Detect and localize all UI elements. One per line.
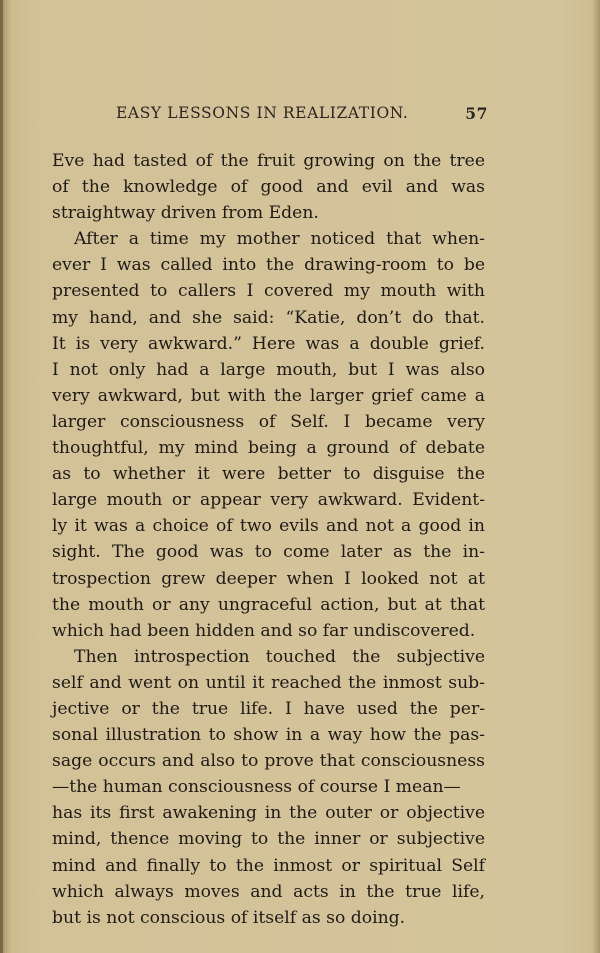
text-line: larger consciousness of Self. I became very bbox=[52, 411, 485, 432]
text-line: jective or the true life. I have used the per- bbox=[52, 698, 485, 719]
text-line: trospection grew deeper when I looked not at bbox=[52, 568, 485, 589]
text-line: —the human consciousness of course I mean— bbox=[52, 777, 461, 798]
running-title: EASY LESSONS IN REALIZATION. bbox=[116, 104, 409, 122]
text-line: which always moves and acts in the true life, bbox=[52, 881, 485, 902]
text-line: straightway driven from Eden. bbox=[52, 203, 319, 224]
text-line: sight. The good was to come later as the in- bbox=[52, 542, 485, 563]
text-line: ly it was a choice of two evils and not a good in bbox=[52, 516, 485, 537]
text-line: self and went on until it reached the inmost sub- bbox=[52, 672, 485, 693]
text-line: thoughtful, my mind being a ground of debate bbox=[52, 438, 485, 459]
text-line: ever I was called into the drawing-room to be bbox=[52, 255, 485, 276]
text-line: Eve had tasted of the fruit growing on the tree bbox=[52, 151, 485, 171]
binding-edge bbox=[0, 0, 3, 953]
text-line: mind, thence moving to the inner or subjective bbox=[52, 829, 485, 850]
text-line: my hand, and she said: “Katie, don’t do that. bbox=[52, 307, 485, 328]
text-line: has its first awakening in the outer or objective bbox=[52, 803, 485, 824]
page-number: 57 bbox=[465, 104, 488, 123]
text-line: sonal illustration to show in a way how the pas- bbox=[52, 725, 485, 746]
text-line: very awkward, but with the larger grief came a bbox=[52, 385, 485, 406]
body-text bbox=[52, 148, 485, 931]
text-line: as to whether it were better to disguise the bbox=[52, 464, 485, 485]
text-line: but is not conscious of itself as so doing. bbox=[52, 907, 406, 928]
text-line: I not only had a large mouth, but I was also bbox=[52, 359, 485, 380]
text-line: mind and finally to the inmost or spiritual Self bbox=[52, 855, 485, 876]
text-line: It is very awkward.” Here was a double grief. bbox=[52, 333, 485, 354]
text-line: large mouth or appear very awkward. Evident- bbox=[52, 490, 485, 511]
text-line: which had been hidden and so far undiscovered. bbox=[52, 620, 476, 641]
running-header bbox=[116, 104, 488, 128]
text-line: sage occurs and also to prove that consciousness bbox=[52, 751, 485, 772]
text-line: of the knowledge of good and evil and was bbox=[52, 177, 485, 198]
text-line: Then introspection touched the subjective bbox=[74, 646, 485, 667]
text-line: presented to callers I covered my mouth with bbox=[52, 281, 485, 302]
text-line: After a time my mother noticed that when- bbox=[74, 229, 485, 250]
text-line: the mouth or any ungraceful action, but at that bbox=[52, 594, 485, 615]
